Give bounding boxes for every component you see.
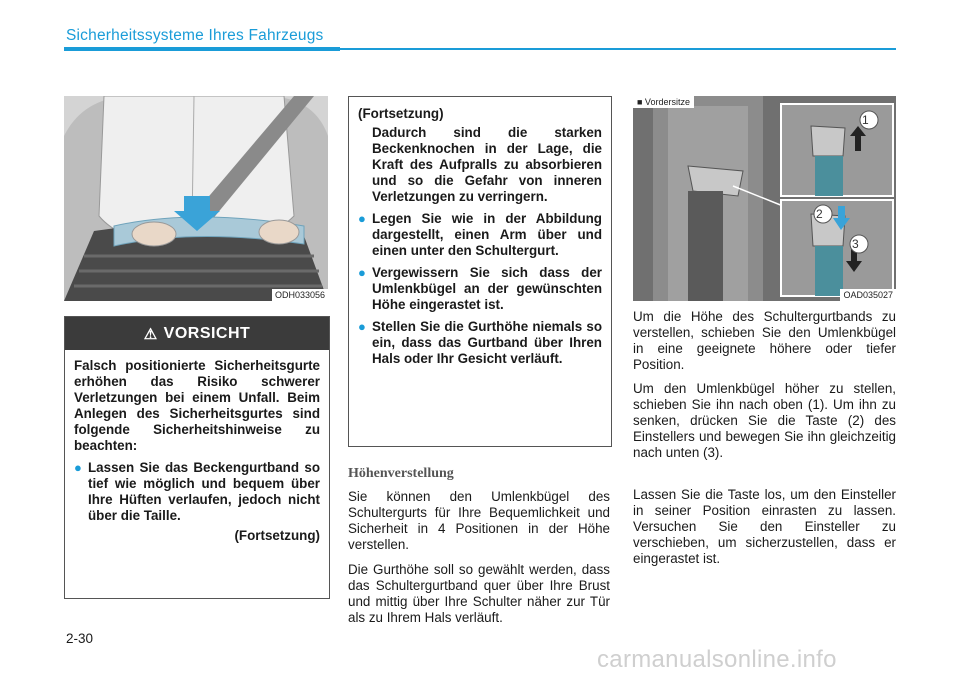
bullet-dot-icon: ●: [358, 319, 366, 334]
figure-tag: ■ Vordersitze: [633, 96, 694, 108]
continuation-box: [348, 96, 612, 447]
paragraph: Um die Höhe des Schultergurtbands zu verstellen, schieben Sie den Umlenkbügel in eine geeignete höhere oder tiefer Position.: [633, 309, 896, 372]
continuation-bullet: [358, 265, 602, 313]
height-adjuster-illustration: [633, 96, 896, 301]
bullet-dot-icon: ●: [358, 211, 366, 226]
header-rule-thin: [340, 48, 896, 50]
warning-triangle-icon: ⚠: [143, 325, 158, 343]
warning-bullet: [74, 460, 320, 524]
continuation-bullet: [358, 319, 602, 367]
continuation-bullet-text: Stellen Sie die Gurthöhe niemals so ein, dass das Gurtband über Ihren Hals oder Ihr Gesicht verläuft.: [372, 319, 602, 366]
section-heading: Höhenverstellung: [348, 466, 454, 481]
paragraph: Die Gurthöhe soll so gewählt werden, dass das Schultergurtband quer über Ihre Brust und mittig über Ihre Schulter näher zur Tür als zu Ihrem Hals verläuft.: [348, 562, 610, 625]
continuation-text: Dadurch sind die starken Beckenknochen in der Lage, die Kraft des Aufpralls zu absorbieren und so die Gefahr von inneren Verletzungen zu verringern.: [372, 125, 602, 204]
paragraph: Lassen Sie die Taste los, um den Einsteller in seiner Position einrasten zu lassen. Versuchen Sie den Einsteller zu verschieben, um sicherzustellen, dass er eingerastet ist.: [633, 487, 896, 566]
warning-continued: (Fortsetzung): [234, 528, 320, 543]
bullet-dot-icon: ●: [74, 460, 82, 475]
paragraph: Um den Umlenkbügel höher zu stellen, schieben Sie ihn nach oben (1). Um ihn zu senken, drücken Sie die Taste (2) des Einstellers und bewegen Sie ihn gleichzeitig nach unten (3).: [633, 381, 896, 460]
paragraph: Sie können den Umlenkbügel des Schultergurts für Ihre Bequemlichkeit und Sicherheit in 4 Positionen in der Höhe verstellen.: [348, 489, 610, 552]
warning-heading-text: VORSICHT: [163, 324, 251, 342]
figure-code: ODH033056: [272, 289, 328, 301]
continuation-label: (Fortsetzung): [358, 106, 444, 121]
page-header-title: Sicherheitssysteme Ihres Fahrzeugs: [66, 27, 324, 44]
callout-2: 2: [816, 207, 823, 221]
lap-belt-illustration: [64, 96, 328, 301]
header-rule-thick: [64, 47, 340, 51]
callout-1: 1: [862, 113, 869, 127]
figure-code: OAD035027: [840, 289, 896, 301]
continuation-bullet-text: Legen Sie wie in der Abbildung dargestellt, einen Arm über und einen unter den Schultergurt.: [372, 211, 602, 258]
warning-bullet-text: Lassen Sie das Beckengurtband so tief wie möglich und bequem über Ihre Hüften verlaufen, jedoch nicht über die Taille.: [88, 460, 320, 523]
height-adjuster-drawing: [633, 96, 896, 301]
continuation-bullet-text: Vergewissern Sie sich dass der Umlenkbügel an der gewünschten Höhe eingerastet ist.: [372, 265, 602, 312]
lap-belt-drawing: [64, 96, 328, 301]
watermark: carmanualsonline.info: [597, 646, 837, 673]
warning-heading: [65, 317, 329, 350]
warning-intro: Falsch positionierte Sicherheitsgurte erhöhen das Risiko schwerer Verletzungen bei einem Unfall. Beim Anlegen des Sicherheitsgurtes sind folgende Sicherheitshinweise zu beachten:: [74, 358, 320, 453]
callout-3: 3: [852, 237, 859, 251]
page-number: 2-30: [66, 631, 94, 646]
warning-box: [64, 316, 330, 599]
continuation-bullet: [358, 211, 602, 259]
bullet-dot-icon: ●: [358, 265, 366, 280]
